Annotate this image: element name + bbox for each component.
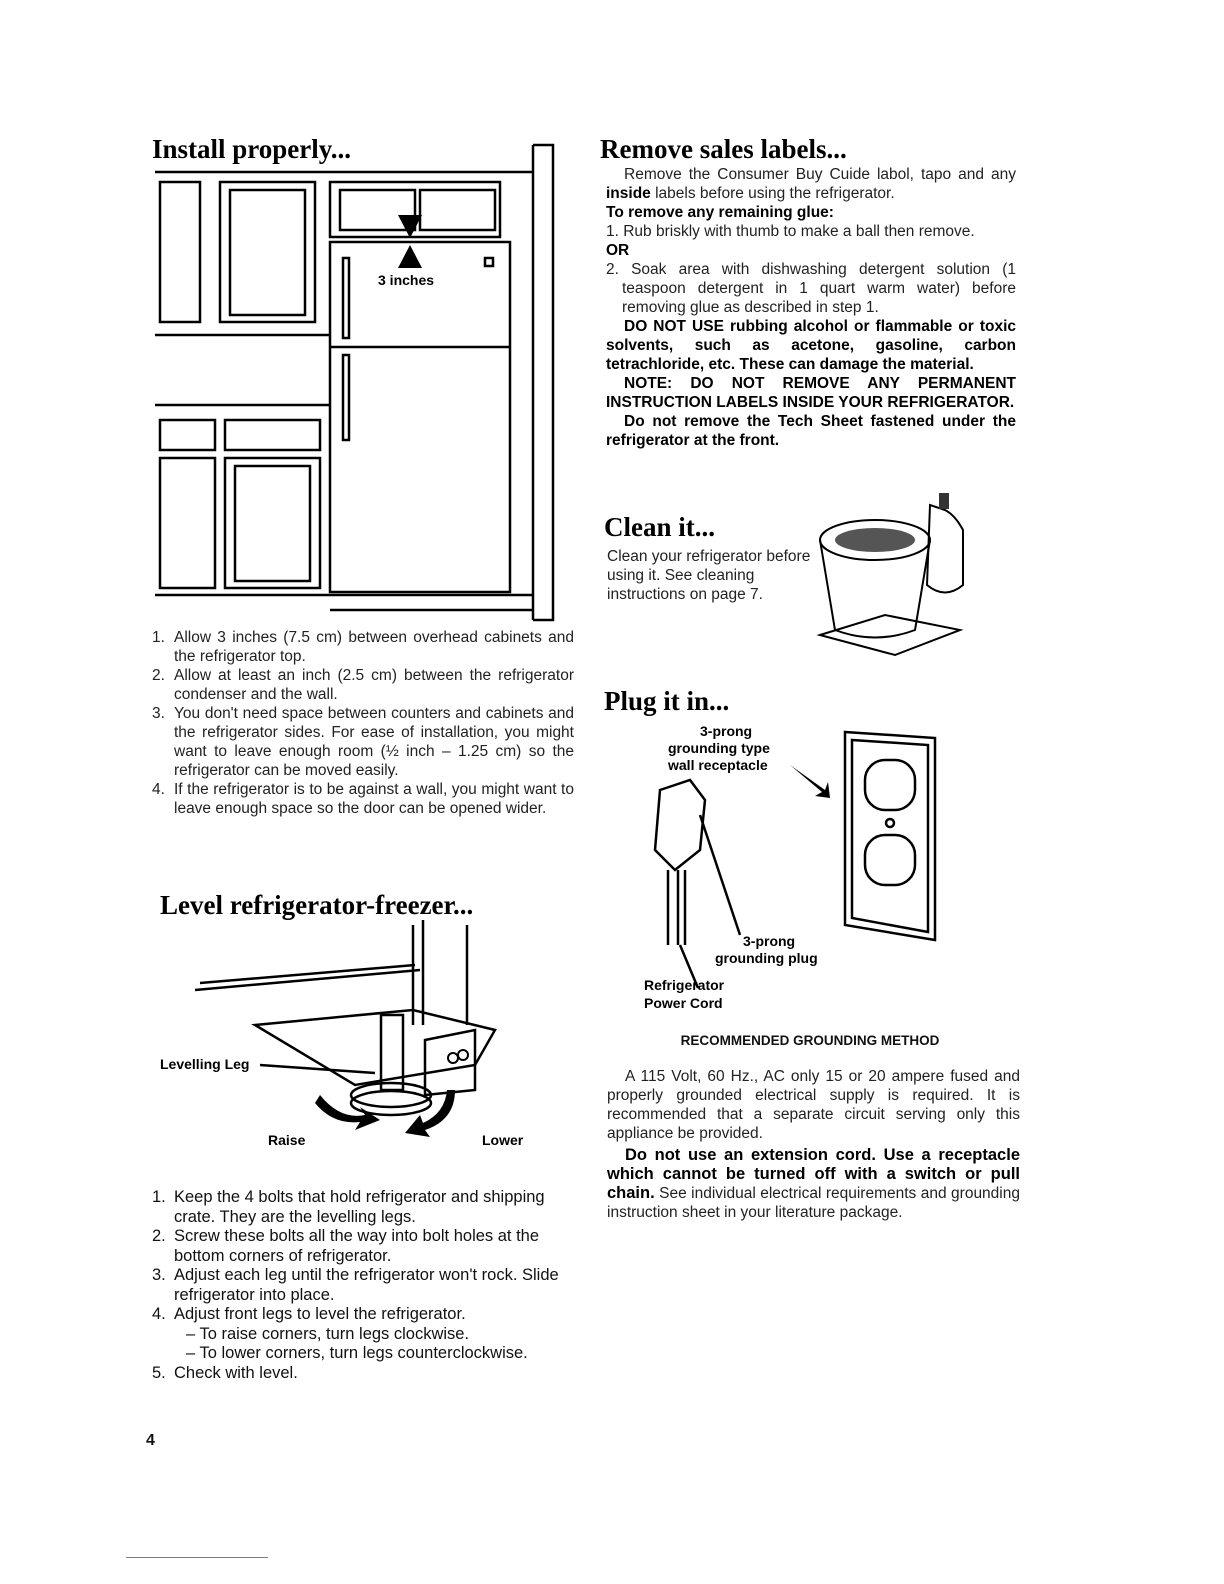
or-label: OR <box>606 242 630 259</box>
lower-label: Lower <box>482 1132 524 1148</box>
list-item: 1. Keep the 4 bolts that hold refrigerator and shipping crate. They are the levelling legs. <box>152 1188 545 1226</box>
bucket-sponge-icon <box>815 485 970 665</box>
cord-label-line: Power Cord <box>644 995 723 1011</box>
extension-cord-warning: Do not use an extension cord. Use a receptacle which cannot be turned off with a switch or pull chain. See individual electrical requirements and grounding instruction sheet in your literature package. <box>607 1146 1020 1221</box>
install-list <box>148 628 574 818</box>
level-list <box>148 1188 578 1383</box>
permanent-labels-note: NOTE: DO NOT REMOVE ANY PERMANENT INSTRUCTION LABELS INSIDE YOUR REFRIGERATOR. <box>606 375 1016 411</box>
raise-label: Raise <box>268 1132 306 1148</box>
receptacle-label-line: grounding type <box>668 740 770 756</box>
plug-label-line: 3-prong <box>743 933 796 949</box>
solvent-warning: DO NOT USE rubbing alcohol or flammable or toxic solvents, such as acetone, gasoline, carbon tetrachloride, etc. These can damage the material. <box>606 318 1016 373</box>
glue-heading: To remove any remaining glue: <box>606 204 834 221</box>
receptacle-label-line: wall receptacle <box>668 757 768 773</box>
gap-label: 3 inches <box>378 272 435 288</box>
install-heading: Install properly... <box>152 134 352 164</box>
levelling-diagram <box>155 915 535 1155</box>
receptacle-label-line: 3-prong <box>700 723 753 739</box>
plug-heading: Plug it in... <box>604 686 730 716</box>
list-item: 3. You don't need space between counters and cabinets and the refrigerator sides. For ease of installation, you might want to leave enough room (½ inch – 1.25 cm) so the refrigerator can be moved easily. <box>152 705 574 779</box>
plug-diagram <box>640 720 1020 1020</box>
tech-sheet-note: Do not remove the Tech Sheet fastened under the refrigerator at the front. <box>606 413 1016 449</box>
electrical-section <box>607 1067 1020 1222</box>
plug-label-line: grounding plug <box>715 950 818 966</box>
list-item: 2. Screw these bolts all the way into bolt holes at the bottom corners of refrigerator. <box>152 1227 540 1265</box>
glue-step-1: 1. Rub briskly with thumb to make a ball then remove. <box>606 223 975 240</box>
list-item: 2. Allow at least an inch (2.5 cm) between the refrigerator condenser and the wall. <box>152 667 574 703</box>
page-number: 4 <box>146 1432 155 1449</box>
levelling-leg-label: Levelling Leg <box>160 1056 250 1072</box>
electrical-requirements: A 115 Volt, 60 Hz., AC only 15 or 20 ampere fused and properly grounded electrical supply is required. It is recommended that a separate circuit serving only this appliance be provided. <box>607 1068 1020 1142</box>
list-item: 3. Adjust each leg until the refrigerator won't rock. Slide refrigerator into place. <box>152 1266 559 1304</box>
level-heading: Level refrigerator-freezer... <box>160 890 474 920</box>
clean-text: Clean your refrigerator before using it. See cleaning instructions on page 7. <box>607 548 811 603</box>
divider <box>126 1557 268 1558</box>
glue-step-2: 2. Soak area with dishwashing detergent solution (1 teaspoon detergent in 1 quart warm water) before removing glue as described in step 1. <box>606 261 1016 316</box>
list-item: 1. Allow 3 inches (7.5 cm) between overhead cabinets and the refrigerator top. <box>152 629 574 665</box>
remove-heading: Remove sales labels... <box>600 134 847 164</box>
cord-label-line: Refrigerator <box>644 977 725 993</box>
remove-section <box>606 165 1016 450</box>
clean-heading: Clean it... <box>604 512 715 542</box>
remove-intro: Remove the Consumer Buy Cuide labol, tapo and any inside labels before using the refrigerator. <box>606 166 1016 202</box>
install-diagram <box>150 140 560 625</box>
sub-item: – To raise corners, turn legs clockwise. <box>186 1324 470 1343</box>
sub-item: – To lower corners, turn legs counterclockwise. <box>186 1344 528 1362</box>
list-item: 4. Adjust front legs to level the refrigerator. – To raise corners, turn legs clockwise. – To lower corners, turn legs counterclockwise. <box>148 1305 578 1364</box>
list-item: 4. If the refrigerator is to be against a wall, you might want to leave enough space so the door can be opened wider. <box>152 781 574 817</box>
grounding-caption: RECOMMENDED GROUNDING METHOD <box>680 1033 940 1048</box>
list-item: 5. Check with level. <box>152 1363 298 1382</box>
